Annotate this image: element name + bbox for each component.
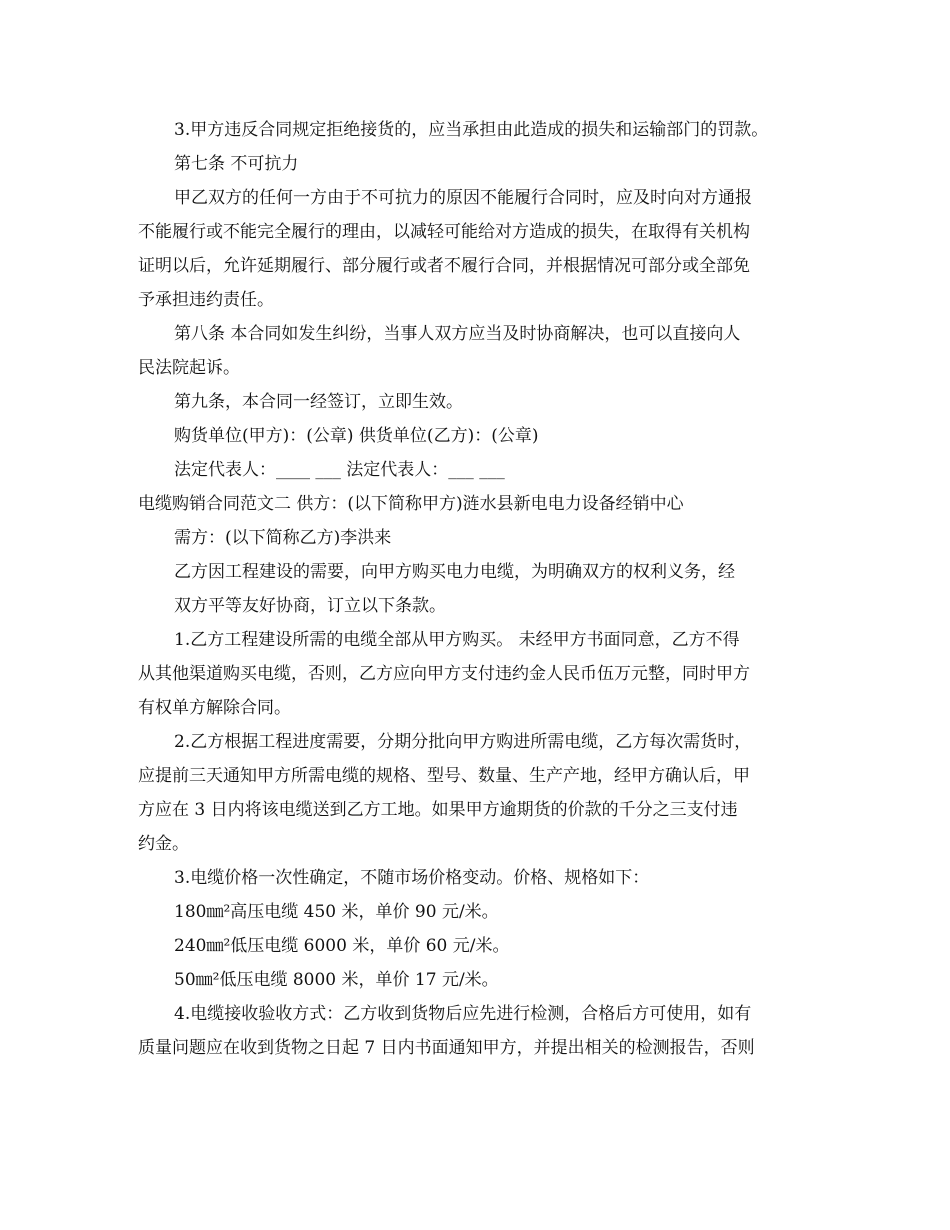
price-item: 180㎜²高压电缆 450 米，单价 90 元/米。: [174, 902, 499, 922]
document-body: [138, 113, 823, 1065]
paragraph-line: 有权单方解除合同。: [138, 698, 291, 718]
paragraph-line: 3.电缆价格一次性确定，不随市场价格变动。价格、规格如下：: [174, 868, 650, 888]
price-item: 240㎜²低压电缆 6000 米，单价 60 元/米。: [174, 936, 510, 956]
paragraph-line: 方应在 3 日内将该电缆送到乙方工地。如果甲方逾期货的价款的千分之三支付违: [138, 800, 738, 820]
article-heading: 第七条 不可抗力: [174, 154, 299, 174]
buyer-line: 需方：(以下简称乙方)李洪来: [174, 528, 392, 548]
paragraph-line: 乙方因工程建设的需要，向甲方购买电力电缆，为明确双方的权利义务，经: [174, 562, 735, 582]
paragraph-line: 证明以后，允许延期履行、部分履行或者不履行合同，并根据情况可部分或全部免: [138, 256, 750, 276]
signature-units-line: 购货单位(甲方)：(公章) 供货单位(乙方)：(公章): [174, 426, 539, 446]
paragraph-line: 民法院起诉。: [138, 358, 240, 378]
paragraph-line: 1.乙方工程建设所需的电缆全部从甲方购买。 未经甲方书面同意，乙方不得: [174, 630, 740, 650]
paragraph-line: 双方平等友好协商，订立以下条款。: [174, 596, 446, 616]
price-item: 50㎜²低压电缆 8000 米，单价 17 元/米。: [174, 970, 499, 990]
paragraph-line: 2.乙方根据工程进度需要，分期分批向甲方购进所需电缆，乙方每次需货时，: [174, 732, 752, 752]
paragraph-line: 4.电缆接收验收方式：乙方收到货物后应先进行检测，合格后方可使用，如有: [174, 1004, 752, 1024]
legal-representative-line: 法定代表人：____ ___ 法定代表人：___ ___: [174, 460, 505, 480]
paragraph-line: 质量问题应在收到货物之日起 7 日内书面通知甲方，并提出相关的检测报告，否则: [138, 1038, 755, 1058]
paragraph-line: 约金。: [138, 834, 189, 854]
paragraph-line: 应提前三天通知甲方所需电缆的规格、型号、数量、生产产地，经甲方确认后，甲: [138, 766, 750, 786]
paragraph-line: 3.甲方违反合同规定拒绝接货的，应当承担由此造成的损失和运输部门的罚款。: [174, 120, 769, 140]
paragraph-line: 第九条，本合同一经签订，立即生效。: [174, 392, 463, 412]
paragraph-line: 从其他渠道购买电缆，否则，乙方应向甲方支付违约金人民币伍万元整，同时甲方: [138, 664, 750, 684]
paragraph-line: 予承担违约责任。: [138, 290, 274, 310]
paragraph-line: 甲乙双方的任何一方由于不可抗力的原因不能履行合同时，应及时向对方通报: [174, 188, 752, 208]
contract-title-line: 电缆购销合同范文二 供方：(以下简称甲方)涟水县新电电力设备经销中心: [138, 494, 684, 514]
paragraph-line: 不能履行或不能完全履行的理由，以减轻可能给对方造成的损失，在取得有关机构: [138, 222, 750, 242]
paragraph-line: 第八条 本合同如发生纠纷，当事人双方应当及时协商解决，也可以直接向人: [174, 324, 741, 344]
